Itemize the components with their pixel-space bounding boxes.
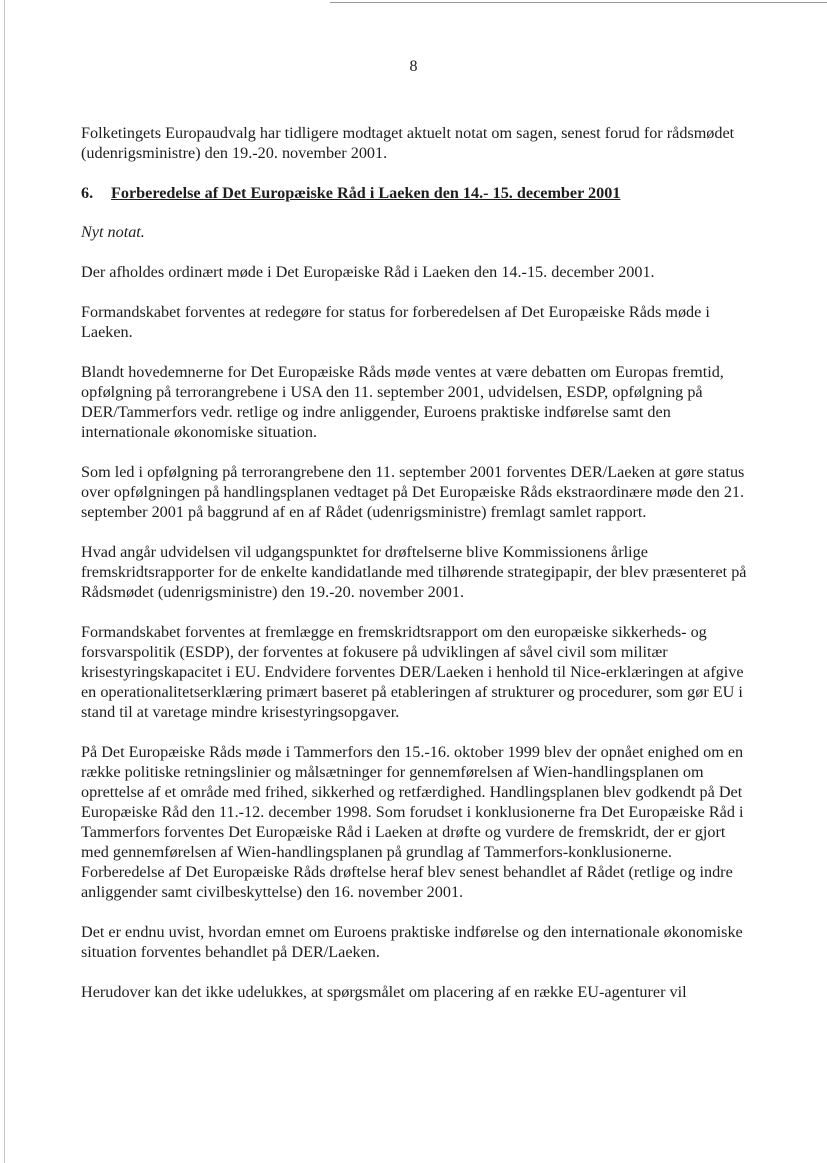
paragraph-intro: Folketingets Europaudvalg har tidligere modtaget aktuelt notat om sagen, senest forud for rådsmødet (udenrigsministre) den 19.-20. november 2001. xyxy=(81,124,735,162)
document-body xyxy=(81,123,756,1002)
paragraph: Blandt hovedemnerne for Det Europæiske Råds møde ventes at være debatten om Europas fremtid, opfølgning på terrorangrebene i USA den 11. september 2001, udvidelsen, ESDP, opfølgning på DER/Tammerfors vedr. retlige og indre anliggender, Euroens praktiske indførelse samt den internationale økonomiske situation. xyxy=(81,363,724,441)
paragraph: Hvad angår udvidelsen vil udgangspunktet for drøftelserne blive Kommissionens årlige fremskridtsrapporter for de enkelte kandidatlande med tilhørende strategipapir, der blev præsenteret på Rådsmødet (udenrigsministre) den 19.-20. november 2001. xyxy=(81,543,747,601)
section-number: 6. xyxy=(81,184,94,202)
paragraph: Herudover kan det ikke udelukkes, at spørgsmålet om placering af en række EU-agenturer vil xyxy=(81,983,687,1001)
page-number: 8 xyxy=(409,58,418,75)
section-heading xyxy=(81,183,756,203)
left-margin-rule xyxy=(4,0,5,1163)
section-title: Forberedelse af Det Europæiske Råd i Laeken den 14.- 15. december 2001 xyxy=(111,184,621,202)
paragraph: Formandskabet forventes at fremlægge en fremskridtsrapport om den europæiske sikkerheds- og forsvarspolitik (ESDP), der forventes at fokusere på udviklingen af såvel civil som militær krisestyringskapacitet i EU. Endvidere forventes DER/Laeken i henhold til Nice-erklæringen at afgive en operationalitetserklæring primært baseret på etableringen af strukturer og procedurer, som gør EU i stand til at varetage mindre krisestyringsopgaver. xyxy=(81,623,744,721)
paragraph: Formandskabet forventes at redegøre for status for forberedelsen af Det Europæiske Råds møde i Laeken. xyxy=(81,303,710,341)
paragraph: Det er endnu uvist, hvordan emnet om Euroens praktiske indførelse og den internationale økonomiske situation forventes behandlet på DER/Laeken. xyxy=(81,923,743,961)
top-rule xyxy=(330,2,827,3)
paragraph: På Det Europæiske Råds møde i Tammerfors den 15.-16. oktober 1999 blev der opnået enighed om en række politiske retningslinier og målsætninger for gennemførelsen af Wien-handlingsplanen om oprettelse af et område med frihed, sikkerhed og retfærdighed. Handlingsplanen blev godkendt på Det Europæiske Råd den 11.-12. december 1998. Som forudset i konklusionerne fra Det Europæiske Råd i Tammerfors forventes Det Europæiske Råd i Laeken at drøfte og vurdere de fremskridt, der er gjort med gennemførelsen af Wien-handlingsplanen på grundlag af Tammerfors-konklusionerne. Forberedelse af Det Europæiske Råds drøftelse heraf blev senest behandlet af Rådet (retlige og indre anliggender samt civilbeskyttelse) den 16. november 2001. xyxy=(81,743,744,901)
note-label: Nyt notat. xyxy=(81,223,145,241)
paragraph: Der afholdes ordinært møde i Det Europæiske Råd i Laeken den 14.-15. december 2001. xyxy=(81,263,655,281)
paragraph: Som led i opfølgning på terrorangrebene den 11. september 2001 forventes DER/Laeken at gøre status over opfølgningen på handlingsplanen vedtaget på Det Europæiske Råds ekstraordinære møde den 21. september 2001 på baggrund af en af Rådet (udenrigsministre) fremlagt samlet rapport. xyxy=(81,463,745,521)
